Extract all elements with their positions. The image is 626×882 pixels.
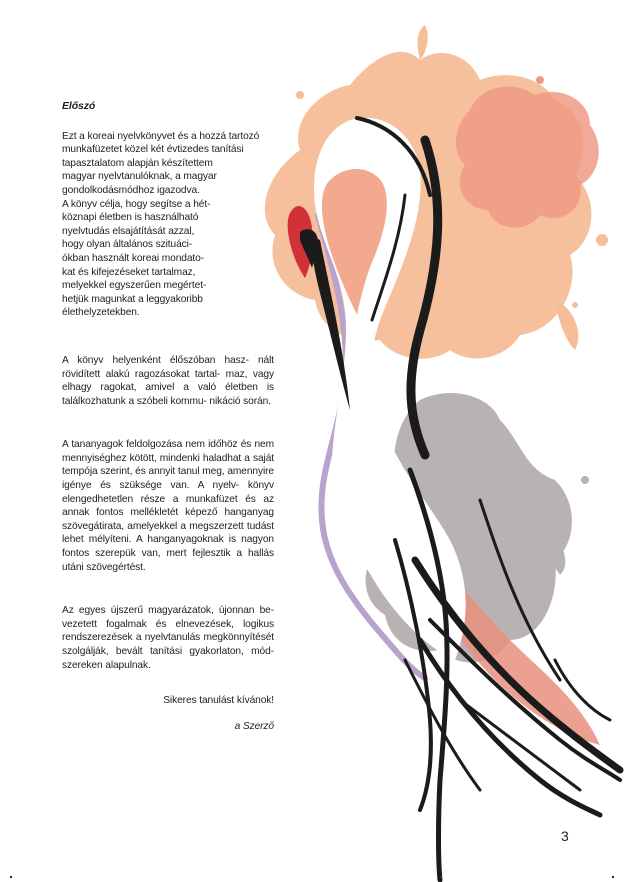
paragraph-abbreviations: A könyv helyenként élőszóban hasz- nált rövidített alakú ragozásokat tartal- maz, vagy elhagy ragokat, amivel a való életben is találkozhatunk a szóbeli kommu- nikáció során. bbox=[62, 354, 274, 407]
preface-text-column bbox=[62, 100, 274, 744]
page-title: Előszó bbox=[62, 100, 96, 112]
crop-mark bbox=[612, 876, 614, 878]
author-signature: a Szerző bbox=[234, 720, 274, 732]
intro-line: melyekkel egyszerűen megértet- bbox=[62, 280, 207, 292]
intro-line: élethelyzetekben. bbox=[62, 307, 140, 319]
intro-line: hogy olyan általános szituáci- bbox=[62, 239, 193, 251]
intro-line: magyar nyelvtanulóknak, a magyar bbox=[62, 171, 217, 183]
intro-line: munkafüzetet közel két évtizedes tanítási bbox=[62, 144, 244, 156]
intro-line: nyelvtudás elsajátítását azzal, bbox=[62, 225, 195, 237]
intro-line: hetjük magunkat a leggyakoribb bbox=[62, 293, 203, 305]
crop-mark bbox=[440, 876, 442, 878]
salmon-dot bbox=[536, 76, 544, 84]
intro-line: ókban használt koreai mondato- bbox=[62, 252, 204, 264]
grey-dot bbox=[581, 476, 589, 484]
peach-dot-1 bbox=[596, 234, 608, 246]
intro-line: gondolkodásmódhoz igazodva. bbox=[62, 184, 200, 196]
peach-drip-1 bbox=[418, 25, 428, 60]
intro-line: tapasztalatom alapján készítettem bbox=[62, 157, 213, 169]
intro-line: A könyv célja, hogy segítse a hét- bbox=[62, 198, 211, 210]
paragraph-pacing: A tananyagok feldolgozása nem időhöz és nem mennyiséghez kötött, mindenki haladhat a saját tempója szerint, és annyit tanul meg, amennyire igénye és szüksége van. A nyelv- könyv elengedhetetlen része a munkafüzet és az annak fontos mellékletét képező hanganyag szövegátirata, amelyekkel a megszerzett tudást lehet mélyíteni. A hanganyagoknak is nagyon fontos szerepük van, mert fejlesztik a hallás utáni szövegértést. bbox=[62, 439, 274, 573]
crop-mark bbox=[10, 876, 12, 878]
peach-dot-3 bbox=[572, 302, 578, 308]
intro-line: kat és kifejezéseket tartalmaz, bbox=[62, 266, 196, 278]
intro-line: Ezt a koreai nyelvkönyvet és a hozzá tartozó bbox=[62, 130, 260, 142]
peach-dot-2 bbox=[296, 91, 304, 99]
closing-wish: Sikeres tanulást kívánok! bbox=[163, 695, 274, 707]
page-number: 3 bbox=[561, 828, 569, 844]
paragraph-explanations: Az egyes újszerű magyarázatok, újonnan be- vezetett fogalmak és elnevezések, logikus rendszerezések a nyelvtanulás megkönnyítését szolgálják, bevált tanítási gyakorlaton, mód- szereken alapulnak. bbox=[62, 605, 274, 671]
intro-line: köznapi életben is használható bbox=[62, 212, 199, 224]
paragraph-intro bbox=[62, 130, 274, 320]
